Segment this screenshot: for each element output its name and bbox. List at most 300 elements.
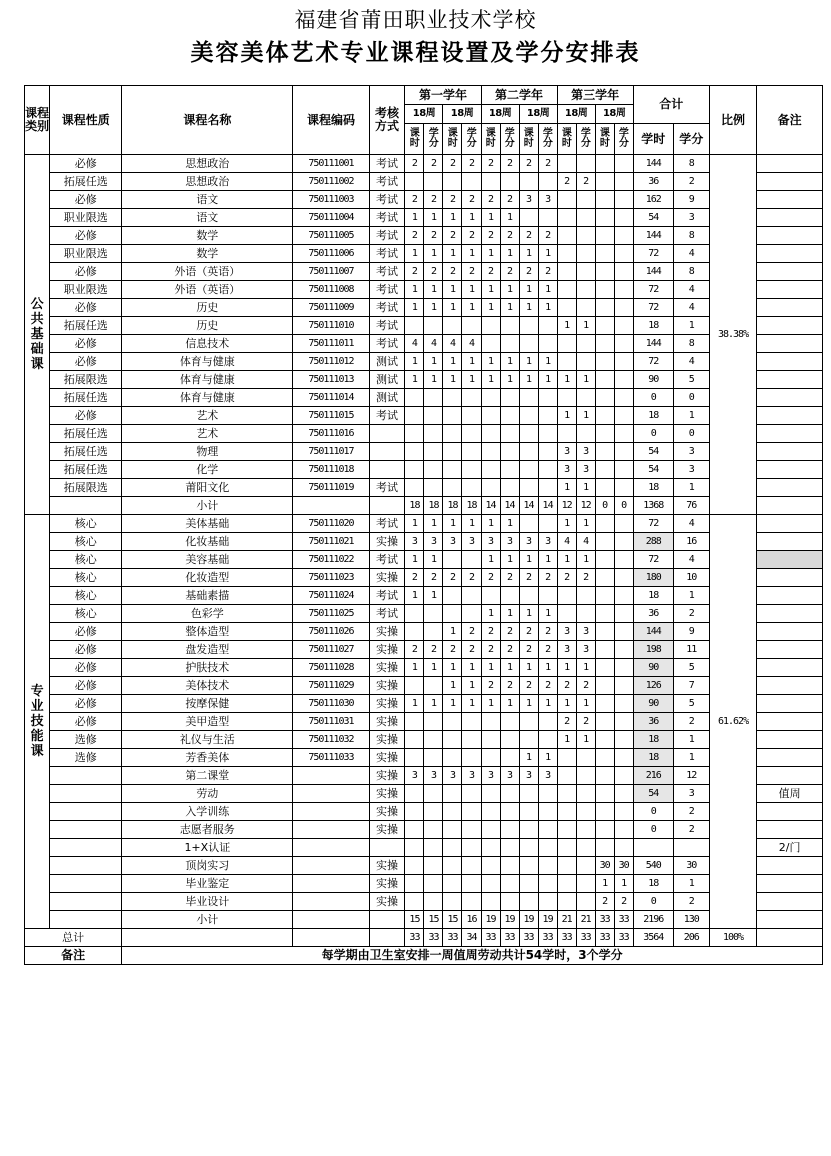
- semester-value: [538, 515, 557, 533]
- semester-value: [500, 335, 519, 353]
- course-nature: 选修: [50, 749, 122, 767]
- course-nature: 核心: [50, 569, 122, 587]
- semester-value: [595, 839, 614, 857]
- course-nature: 必修: [50, 299, 122, 317]
- semester-value: [424, 731, 443, 749]
- semester-value: [481, 479, 500, 497]
- semester-value: 1: [538, 659, 557, 677]
- course-name: 莆阳文化: [122, 479, 293, 497]
- semester-value: [424, 749, 443, 767]
- semester-value: 3: [500, 767, 519, 785]
- semester-value: [443, 713, 462, 731]
- course-name: 美甲造型: [122, 713, 293, 731]
- course-code: [293, 785, 369, 803]
- total-credits: 4: [673, 299, 709, 317]
- semester-value: [443, 785, 462, 803]
- subtotal-hours: 2196: [633, 911, 673, 929]
- semester-value: 3: [443, 533, 462, 551]
- remark: [757, 209, 823, 227]
- semester-value: [424, 461, 443, 479]
- semester-value: 1: [557, 407, 576, 425]
- semester-value: [614, 371, 633, 389]
- course-nature: 拓展任选: [50, 173, 122, 191]
- course-code: [293, 893, 369, 911]
- remark: [757, 443, 823, 461]
- total-hours: 288: [633, 533, 673, 551]
- semester-value: 1: [424, 353, 443, 371]
- course-name: 劳动: [122, 785, 293, 803]
- course-name: 1+X认证: [122, 839, 293, 857]
- semester-value: [519, 173, 538, 191]
- remark: [757, 263, 823, 281]
- total-credits: 8: [673, 263, 709, 281]
- semester-value: [443, 857, 462, 875]
- semester-value: 1: [557, 479, 576, 497]
- semester-value: [595, 173, 614, 191]
- total-credits: 4: [673, 353, 709, 371]
- course-nature: 拓展任选: [50, 461, 122, 479]
- header-credits: 学分: [424, 124, 443, 155]
- semester-value: 1: [576, 371, 595, 389]
- semester-value: [462, 821, 481, 839]
- total-credits: 3: [673, 461, 709, 479]
- total-credits: 3: [673, 785, 709, 803]
- exam-method: 考试: [369, 245, 405, 263]
- semester-value: [595, 263, 614, 281]
- subtotal-semester-value: 0: [614, 497, 633, 515]
- semester-value: [462, 749, 481, 767]
- semester-value: 1: [500, 659, 519, 677]
- course-nature: 必修: [50, 641, 122, 659]
- course-name: 艺术: [122, 425, 293, 443]
- semester-value: [519, 389, 538, 407]
- course-nature: [50, 767, 122, 785]
- course-nature: 必修: [50, 227, 122, 245]
- semester-value: [595, 281, 614, 299]
- semester-value: [538, 461, 557, 479]
- semester-value: [462, 479, 481, 497]
- semester-value: 1: [443, 659, 462, 677]
- semester-value: 4: [462, 335, 481, 353]
- semester-value: 1: [538, 245, 557, 263]
- semester-value: [557, 281, 576, 299]
- semester-value: 2: [462, 569, 481, 587]
- semester-value: 1: [405, 695, 424, 713]
- semester-value: [500, 479, 519, 497]
- total-credits: 3: [673, 209, 709, 227]
- semester-value: [424, 317, 443, 335]
- semester-value: [595, 461, 614, 479]
- semester-value: [595, 677, 614, 695]
- semester-value: 1: [500, 281, 519, 299]
- header-nature: 课程性质: [50, 86, 122, 155]
- semester-value: 1: [500, 299, 519, 317]
- semester-value: [519, 803, 538, 821]
- semester-value: 1: [405, 371, 424, 389]
- semester-value: [576, 353, 595, 371]
- course-nature: 必修: [50, 623, 122, 641]
- semester-value: [462, 389, 481, 407]
- semester-value: 1: [405, 245, 424, 263]
- semester-value: [595, 587, 614, 605]
- exam-method: 实操: [369, 533, 405, 551]
- total-hours: 54: [633, 785, 673, 803]
- exam-method: 考试: [369, 317, 405, 335]
- course-name: 化学: [122, 461, 293, 479]
- exam-method: 实操: [369, 821, 405, 839]
- semester-value: [538, 425, 557, 443]
- table-row: [25, 263, 823, 281]
- remark: [757, 425, 823, 443]
- course-nature: 必修: [50, 659, 122, 677]
- semester-value: [538, 443, 557, 461]
- course-name: 色彩学: [122, 605, 293, 623]
- subtotal-exam: [369, 911, 405, 929]
- remark: [757, 155, 823, 173]
- table-row: [25, 245, 823, 263]
- subtotal-semester-value: 15: [424, 911, 443, 929]
- course-code: 750111005: [293, 227, 369, 245]
- semester-value: 3: [519, 533, 538, 551]
- remark: [757, 659, 823, 677]
- semester-value: 1: [538, 605, 557, 623]
- semester-value: 1: [405, 353, 424, 371]
- exam-method: 考试: [369, 605, 405, 623]
- semester-value: [462, 803, 481, 821]
- semester-value: 3: [576, 641, 595, 659]
- semester-value: [424, 443, 443, 461]
- course-code: [293, 767, 369, 785]
- course-nature: 拓展任选: [50, 443, 122, 461]
- remark: [757, 389, 823, 407]
- semester-value: [443, 461, 462, 479]
- semester-value: 2: [424, 155, 443, 173]
- semester-value: [557, 803, 576, 821]
- semester-value: [405, 875, 424, 893]
- semester-value: [576, 389, 595, 407]
- remark: [757, 281, 823, 299]
- semester-value: [595, 803, 614, 821]
- course-name: 语文: [122, 209, 293, 227]
- course-nature: 必修: [50, 677, 122, 695]
- semester-value: 2: [443, 569, 462, 587]
- course-code: [293, 875, 369, 893]
- semester-value: 1: [557, 695, 576, 713]
- semester-value: 1: [443, 515, 462, 533]
- semester-value: [538, 479, 557, 497]
- semester-value: 3: [538, 533, 557, 551]
- semester-value: [424, 713, 443, 731]
- semester-value: 1: [500, 695, 519, 713]
- total-credits: 1: [673, 875, 709, 893]
- semester-value: [538, 803, 557, 821]
- remark: [757, 569, 823, 587]
- semester-value: 2: [462, 263, 481, 281]
- semester-value: [443, 875, 462, 893]
- table-row: [25, 803, 823, 821]
- semester-value: [557, 227, 576, 245]
- semester-value: 2: [462, 191, 481, 209]
- table-row: [25, 605, 823, 623]
- subtotal-row: [25, 911, 823, 929]
- table-row: [25, 641, 823, 659]
- semester-value: 2: [462, 227, 481, 245]
- course-name: 盘发造型: [122, 641, 293, 659]
- semester-value: [500, 875, 519, 893]
- semester-value: [557, 353, 576, 371]
- remark: [757, 479, 823, 497]
- course-code: 750111011: [293, 335, 369, 353]
- public-ratio: 38.38%: [709, 155, 757, 515]
- semester-value: [614, 749, 633, 767]
- grand-total-semester-value: 33: [576, 929, 595, 947]
- course-name: 美容基础: [122, 551, 293, 569]
- semester-value: [595, 821, 614, 839]
- total-credits: 8: [673, 155, 709, 173]
- header-hours: 课时: [443, 124, 462, 155]
- semester-value: [405, 785, 424, 803]
- semester-value: [576, 227, 595, 245]
- course-code: 750111026: [293, 623, 369, 641]
- course-code: 750111020: [293, 515, 369, 533]
- semester-value: [462, 713, 481, 731]
- semester-value: [557, 893, 576, 911]
- course-code: 750111007: [293, 263, 369, 281]
- grand-total-semester-value: 33: [481, 929, 500, 947]
- header-weeks: 18周: [557, 105, 595, 124]
- semester-value: 2: [481, 569, 500, 587]
- table-row: [25, 353, 823, 371]
- semester-value: 2: [519, 227, 538, 245]
- course-code: 750111001: [293, 155, 369, 173]
- total-hours: 0: [633, 389, 673, 407]
- semester-value: [405, 407, 424, 425]
- remark: [757, 317, 823, 335]
- semester-value: 2: [519, 569, 538, 587]
- course-nature: 核心: [50, 515, 122, 533]
- semester-value: [595, 227, 614, 245]
- semester-value: [595, 749, 614, 767]
- total-credits: 3: [673, 443, 709, 461]
- semester-value: [614, 731, 633, 749]
- semester-value: 1: [576, 479, 595, 497]
- semester-value: 2: [500, 569, 519, 587]
- semester-value: [595, 695, 614, 713]
- semester-value: [557, 299, 576, 317]
- semester-value: [614, 515, 633, 533]
- course-nature: 拓展任选: [50, 389, 122, 407]
- semester-value: 1: [519, 353, 538, 371]
- semester-value: [424, 803, 443, 821]
- semester-value: 1: [481, 371, 500, 389]
- remark: [757, 767, 823, 785]
- semester-value: [519, 821, 538, 839]
- semester-value: [614, 443, 633, 461]
- course-name: 志愿者服务: [122, 821, 293, 839]
- semester-value: [614, 461, 633, 479]
- header-total: 合计: [633, 86, 709, 124]
- semester-value: 1: [462, 515, 481, 533]
- semester-value: [557, 335, 576, 353]
- header-hours: 课时: [595, 124, 614, 155]
- semester-value: [614, 335, 633, 353]
- semester-value: [500, 803, 519, 821]
- semester-value: 1: [576, 731, 595, 749]
- semester-value: [424, 605, 443, 623]
- semester-value: [443, 407, 462, 425]
- semester-value: [481, 803, 500, 821]
- semester-value: [405, 623, 424, 641]
- semester-value: [462, 731, 481, 749]
- semester-value: 1: [481, 659, 500, 677]
- total-credits: 5: [673, 695, 709, 713]
- semester-value: [557, 767, 576, 785]
- semester-value: [462, 173, 481, 191]
- semester-value: [614, 353, 633, 371]
- semester-value: [576, 749, 595, 767]
- semester-value: 1: [557, 371, 576, 389]
- total-credits: 2: [673, 803, 709, 821]
- subtotal-semester-value: 19: [519, 911, 538, 929]
- header-year2: 第二学年: [481, 86, 557, 105]
- subtotal-code: [293, 497, 369, 515]
- total-hours: 90: [633, 695, 673, 713]
- semester-value: 1: [519, 299, 538, 317]
- semester-value: 1: [443, 299, 462, 317]
- course-name: 礼仪与生活: [122, 731, 293, 749]
- total-credits: 2: [673, 821, 709, 839]
- course-nature: 拓展任选: [50, 317, 122, 335]
- semester-value: [595, 389, 614, 407]
- table-row: [25, 461, 823, 479]
- semester-value: 4: [405, 335, 424, 353]
- course-code: 750111018: [293, 461, 369, 479]
- course-code: 750111033: [293, 749, 369, 767]
- table-row: [25, 587, 823, 605]
- remark: [757, 245, 823, 263]
- semester-value: [595, 551, 614, 569]
- semester-value: [462, 857, 481, 875]
- table-row: [25, 857, 823, 875]
- semester-value: 1: [576, 551, 595, 569]
- exam-method: 实操: [369, 749, 405, 767]
- table-row: [25, 299, 823, 317]
- semester-value: [538, 173, 557, 191]
- semester-value: [405, 677, 424, 695]
- header-hours: 课时: [557, 124, 576, 155]
- table-row: [25, 479, 823, 497]
- semester-value: 2: [405, 227, 424, 245]
- subtotal-semester-value: 19: [481, 911, 500, 929]
- subtotal-semester-value: 18: [424, 497, 443, 515]
- course-name: 外语（英语）: [122, 281, 293, 299]
- semester-value: [538, 389, 557, 407]
- table-row: [25, 839, 823, 857]
- semester-value: 4: [443, 335, 462, 353]
- semester-value: [500, 173, 519, 191]
- semester-value: 1: [443, 245, 462, 263]
- semester-value: [614, 839, 633, 857]
- semester-value: [481, 587, 500, 605]
- semester-value: [538, 713, 557, 731]
- exam-method: 测试: [369, 371, 405, 389]
- semester-value: 1: [424, 371, 443, 389]
- subtotal-semester-value: 14: [481, 497, 500, 515]
- semester-value: 3: [519, 191, 538, 209]
- semester-value: [519, 317, 538, 335]
- semester-value: [462, 839, 481, 857]
- subtotal-semester-value: 33: [595, 911, 614, 929]
- semester-value: [519, 857, 538, 875]
- semester-value: [538, 209, 557, 227]
- semester-value: [576, 263, 595, 281]
- course-nature: [50, 785, 122, 803]
- course-nature: 必修: [50, 155, 122, 173]
- semester-value: 2: [405, 641, 424, 659]
- semester-value: [595, 641, 614, 659]
- course-code: [293, 803, 369, 821]
- semester-value: [481, 731, 500, 749]
- semester-value: [481, 461, 500, 479]
- header-hours: 课时: [519, 124, 538, 155]
- semester-value: 2: [576, 677, 595, 695]
- table-row: [25, 749, 823, 767]
- semester-value: 2: [481, 623, 500, 641]
- semester-value: 1: [519, 605, 538, 623]
- semester-value: 1: [462, 209, 481, 227]
- course-code: 750111021: [293, 533, 369, 551]
- semester-value: [443, 605, 462, 623]
- grand-total-row: [25, 929, 823, 947]
- semester-value: [614, 551, 633, 569]
- remark: [757, 335, 823, 353]
- course-name: 体育与健康: [122, 371, 293, 389]
- table-row: [25, 713, 823, 731]
- semester-value: [519, 479, 538, 497]
- course-nature: 必修: [50, 407, 122, 425]
- semester-value: 1: [500, 515, 519, 533]
- total-credits: 0: [673, 425, 709, 443]
- total-credits: 1: [673, 731, 709, 749]
- table-row: [25, 731, 823, 749]
- total-hours: 0: [633, 425, 673, 443]
- total-credits: 2: [673, 893, 709, 911]
- semester-value: [443, 443, 462, 461]
- course-name: 按摩保健: [122, 695, 293, 713]
- semester-value: 1: [557, 659, 576, 677]
- semester-value: 1: [462, 353, 481, 371]
- course-code: 750111008: [293, 281, 369, 299]
- semester-value: 1: [462, 281, 481, 299]
- course-nature: 必修: [50, 335, 122, 353]
- semester-value: [595, 407, 614, 425]
- semester-value: [538, 335, 557, 353]
- semester-value: [576, 281, 595, 299]
- semester-value: 3: [538, 767, 557, 785]
- course-nature: [50, 839, 122, 857]
- semester-value: [557, 155, 576, 173]
- note-text: 每学期由卫生室安排一周值周劳动共计54学时，3个学分: [122, 947, 823, 965]
- exam-method: 考试: [369, 173, 405, 191]
- table-row: [25, 407, 823, 425]
- table-row: [25, 227, 823, 245]
- semester-value: 2: [538, 641, 557, 659]
- semester-value: [614, 299, 633, 317]
- table-row: [25, 623, 823, 641]
- total-hours: 18: [633, 407, 673, 425]
- semester-value: 2: [500, 191, 519, 209]
- semester-value: [538, 317, 557, 335]
